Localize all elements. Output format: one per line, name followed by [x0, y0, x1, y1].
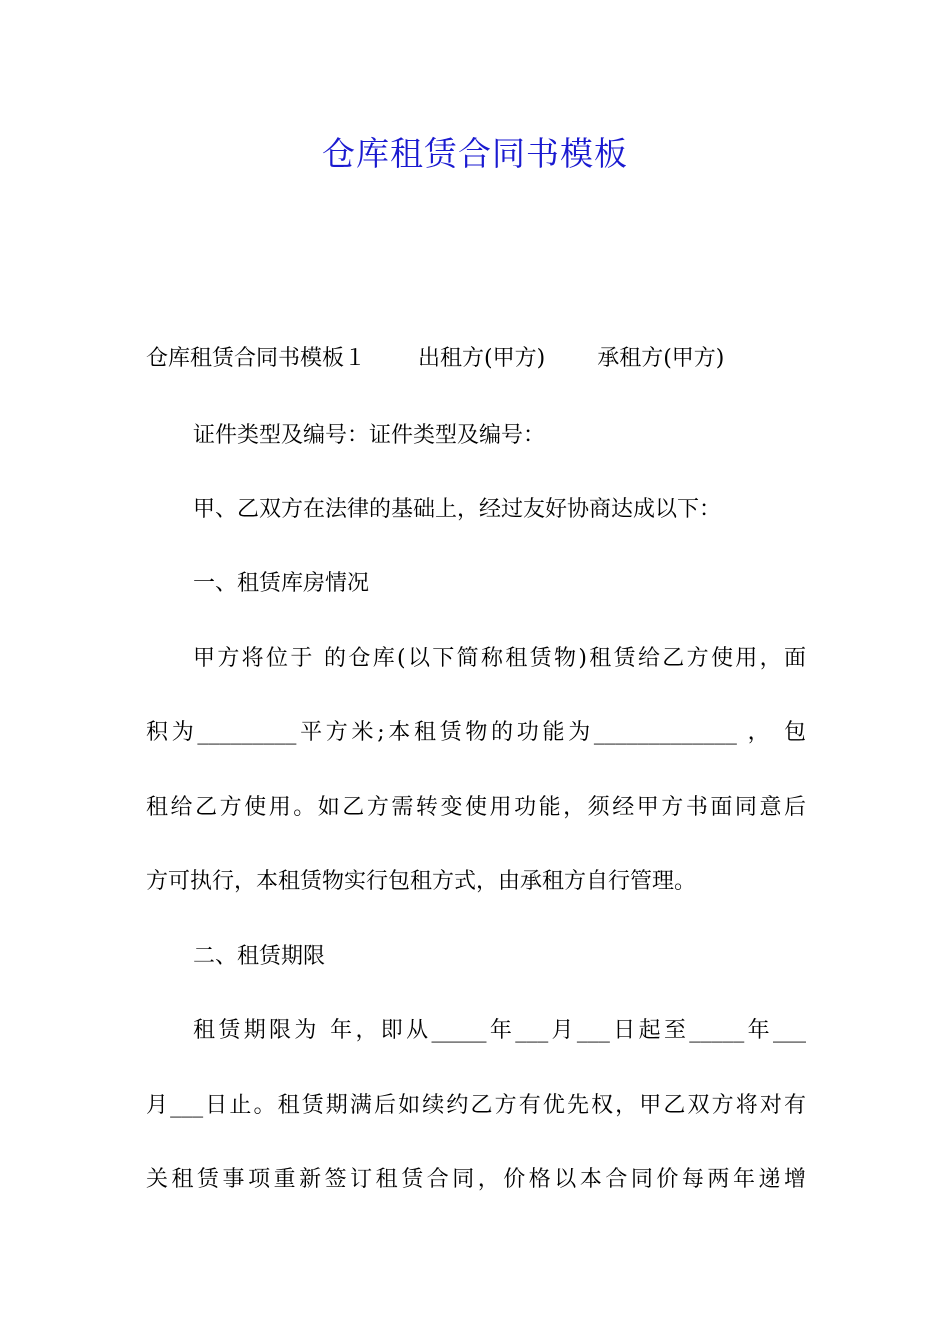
- paragraph-line: 租赁期限为 年，即从_____年___月___日起至_____年___: [193, 1018, 806, 1043]
- paragraph-line: 关租赁事项重新签订租赁合同，价格以本合同价每两年递增: [146, 1167, 806, 1192]
- header-part-3: 承租方(甲方): [597, 346, 725, 371]
- paragraph-line: 甲方将位于 的仓库(以下简称租赁物)租赁给乙方使用，面: [193, 646, 806, 671]
- paragraph-line: 积为_________平方米;本租赁物的功能为_____________ ， 包: [146, 720, 806, 745]
- paragraph-line: 证件类型及编号：证件类型及编号：: [193, 423, 546, 448]
- paragraph-line: 甲、乙双方在法律的基础上，经过友好协商达成以下：: [193, 497, 722, 522]
- section-heading: 一、租赁库房情况: [193, 571, 370, 596]
- paragraph-line: 月___日止。租赁期满后如续约乙方有优先权，甲乙双方将对有: [146, 1093, 806, 1118]
- section-heading: 二、租赁期限: [193, 944, 326, 969]
- paragraph-line: 租给乙方使用。如乙方需转变使用功能，须经甲方书面同意后: [146, 795, 806, 820]
- header-part-2: 出租方(甲方): [418, 346, 546, 371]
- document-title: 仓库租赁合同书模板: [322, 134, 628, 173]
- header-line: [146, 344, 806, 374]
- paragraph-line: 方可执行，本租赁物实行包租方式，由承租方自行管理。: [146, 869, 697, 894]
- header-part-1: 仓库租赁合同书模板１: [146, 346, 367, 371]
